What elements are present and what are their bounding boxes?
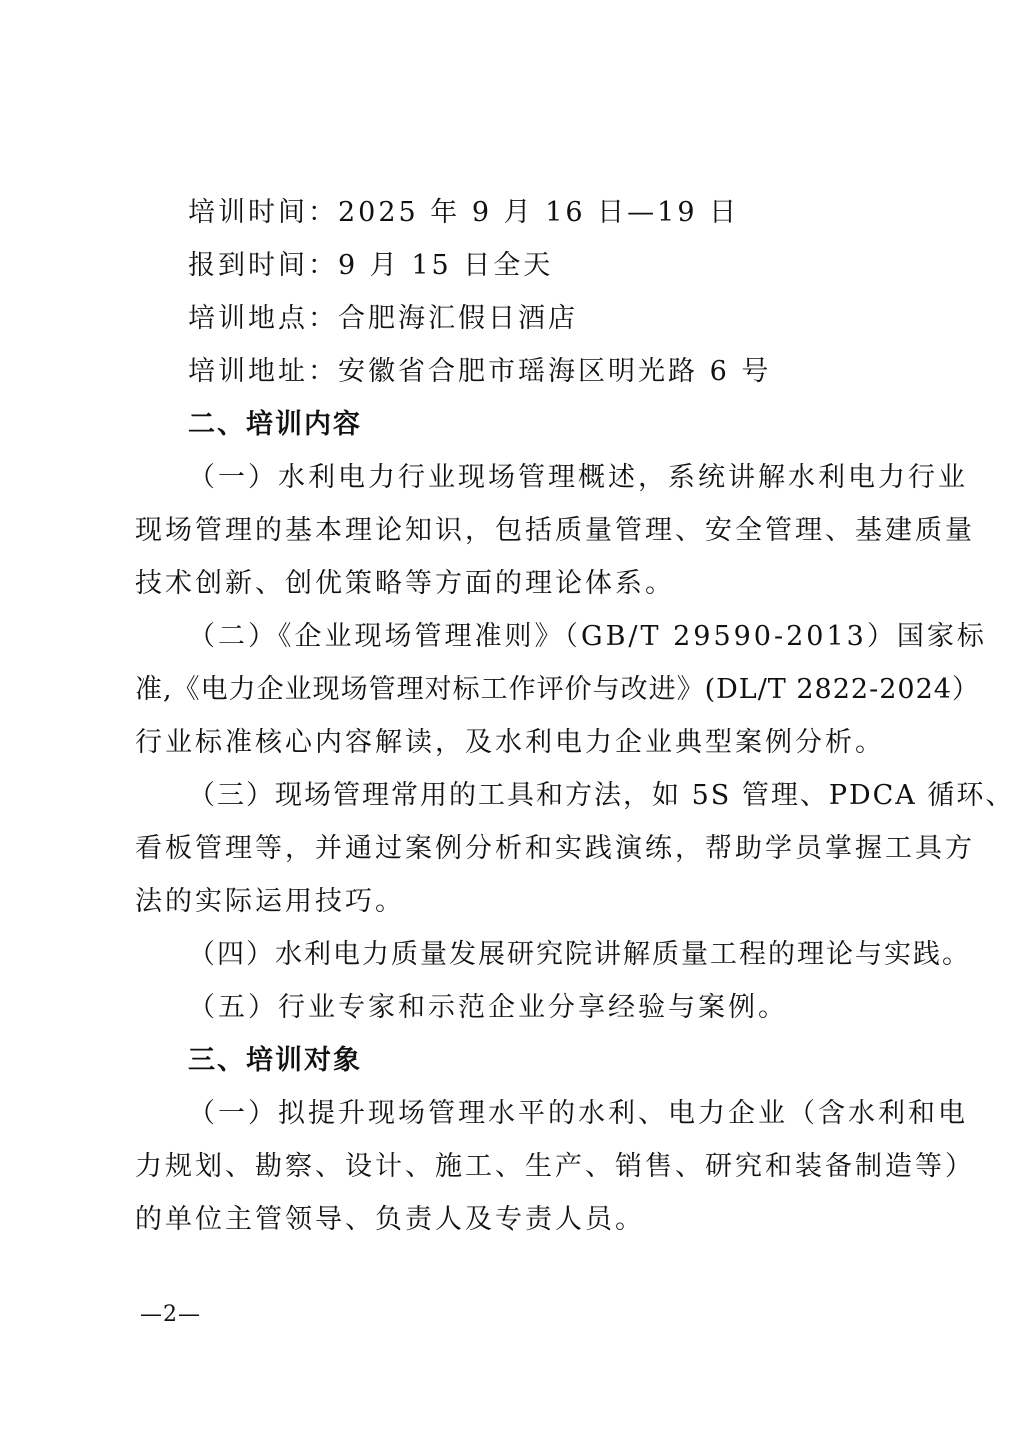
training-time: 培训时间：2025 年 9 月 16 日—19 日: [188, 197, 740, 228]
content-item-4: （四）水利电力质量发展研究院讲解质量工程的理论与实践。: [188, 939, 971, 970]
content-item-1-line-2: 现场管理的基本理论知识，包括质量管理、安全管理、基建质量: [135, 515, 975, 546]
page-number: —2—: [140, 1302, 201, 1327]
audience-item-1-line-2: 力规划、勘察、设计、施工、生产、销售、研究和装备制造等）: [135, 1151, 975, 1182]
section-heading-audience: 三、培训对象: [188, 1045, 362, 1076]
training-venue: 培训地点：合肥海汇假日酒店: [188, 303, 578, 334]
content-item-2-line-2: 准,《电力企业现场管理对标工作评价与改进》(DL/T 2822-2024）: [135, 674, 980, 705]
content-item-1-line-1: （一）水利电力行业现场管理概述，系统讲解水利电力行业: [188, 462, 968, 493]
audience-item-1-line-1: （一）拟提升现场管理水平的水利、电力企业（含水利和电: [188, 1098, 968, 1129]
content-item-2-line-3: 行业标准核心内容解读，及水利电力企业典型案例分析。: [135, 727, 885, 758]
content-item-3-line-2: 看板管理等，并通过案例分析和实践演练，帮助学员掌握工具方: [135, 833, 975, 864]
content-item-3-line-1: （三）现场管理常用的工具和方法，如 5S 管理、PDCA 循环、: [188, 780, 1015, 811]
content-item-1-line-3: 技术创新、创优策略等方面的理论体系。: [135, 568, 675, 599]
content-item-3-line-3: 法的实际运用技巧。: [135, 886, 405, 917]
training-address: 培训地址：安徽省合肥市瑶海区明光路 6 号: [188, 356, 772, 387]
checkin-time: 报到时间：9 月 15 日全天: [188, 250, 554, 281]
content-item-2-line-1: （二）《企业现场管理准则》（GB/T 29590-2013）国家标: [188, 621, 987, 652]
section-heading-content: 二、培训内容: [188, 409, 362, 440]
audience-item-1-line-3: 的单位主管领导、负责人及专责人员。: [135, 1204, 645, 1235]
content-item-5: （五）行业专家和示范企业分享经验与案例。: [188, 992, 788, 1023]
